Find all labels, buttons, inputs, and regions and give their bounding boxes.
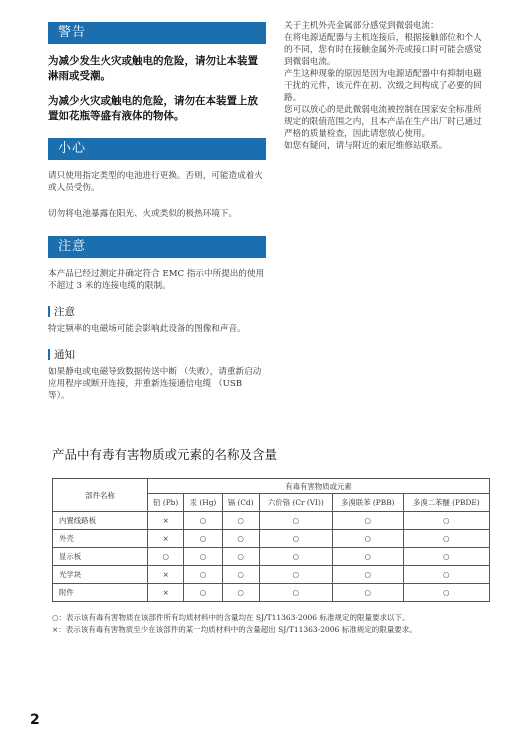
table-cell: ○ (259, 566, 332, 584)
column-header: 铅 (Pb) (148, 494, 184, 512)
column-header: 多溴联苯 (PBB) (333, 494, 403, 512)
column-header: 镉 (Cd) (222, 494, 259, 512)
part-name-cell: 附件 (53, 584, 148, 602)
table-cell: ○ (222, 512, 259, 530)
table-cell: × (148, 530, 184, 548)
table-cell: ○ (184, 512, 222, 530)
subsection-heading-label: 通知 (54, 349, 75, 361)
table-cell: ○ (222, 566, 259, 584)
table-cell: ○ (184, 548, 222, 566)
right-paragraph: 如您有疑问，请与附近的索尼维修站联系。 (284, 141, 448, 151)
table-title: 产品中有毒有害物质或元素的名称及含量 (52, 447, 278, 462)
table-row (53, 566, 490, 584)
right-paragraph: 产生这种现象的原因是因为电源适配器中有抑制电磁干扰的元件，该元件在初、次级之间构成了必要的回路。 (284, 69, 482, 103)
right-column (284, 20, 490, 152)
warning-heading: 警告 (48, 22, 266, 44)
table-cell: ○ (148, 548, 184, 566)
column-header: 六价铬 (Cr (VI)) (259, 494, 332, 512)
table-cell: ○ (333, 584, 403, 602)
right-paragraph: 关于主机外壳金属部分感觉到微弱电流： (284, 21, 439, 31)
table-cell: ○ (403, 566, 489, 584)
subsection-heading (48, 304, 266, 319)
table-cell: × (148, 512, 184, 530)
table-cell: ○ (184, 584, 222, 602)
table-row (53, 584, 490, 602)
table-cell: ○ (222, 584, 259, 602)
table-cell: ○ (403, 584, 489, 602)
table-cell: ○ (184, 566, 222, 584)
notice-heading: 注意 (48, 236, 266, 258)
substances-group-header: 有毒有害物质或元素 (148, 479, 490, 494)
subsection-heading-label: 注意 (54, 306, 75, 318)
table-row (53, 530, 490, 548)
heading-marker (48, 306, 50, 317)
column-header: 多溴二苯醚 (PBDE) (403, 494, 489, 512)
table-cell: ○ (333, 548, 403, 566)
table-cell: ○ (333, 566, 403, 584)
caution-paragraph: 切勿将电池暴露在阳光、火或类似的极热环境下。 (48, 209, 238, 219)
table-row (53, 512, 490, 530)
page-number: 2 (30, 712, 40, 728)
table-cell: × (148, 566, 184, 584)
table-cell: ○ (222, 530, 259, 548)
table-notes (52, 612, 502, 636)
table-cell: ○ (259, 530, 332, 548)
table-cell: ○ (403, 548, 489, 566)
part-name-header: 部件名称 (53, 479, 148, 512)
part-name-cell: 光学块 (53, 566, 148, 584)
part-name-cell: 外壳 (53, 530, 148, 548)
hazardous-substances-table (52, 478, 490, 602)
table-cell: ○ (403, 512, 489, 530)
table-cell: ○ (184, 530, 222, 548)
table-cell: ○ (333, 530, 403, 548)
table-note: ×：表示该有毒有害物质至少在该部件的某一均质材料中的含量超出 SJ/T11363-2006 标准规定的限量要求。 (52, 625, 417, 634)
table-cell: ○ (222, 548, 259, 566)
subsection-paragraph: 如果静电或电磁导致数据传送中断 （失败），请重新启动应用程序或断开连接，并重新连接通信电缆 （USB 等）。 (48, 367, 262, 401)
part-name-cell: 内置线路板 (53, 512, 148, 530)
subsection-paragraph: 特定频率的电磁场可能会影响此设备的图像和声音。 (48, 324, 246, 334)
table-note: ○：表示该有毒有害物质在该部件所有均质材料中的含量均在 SJ/T11363-2006 标准规定的限量要求以下。 (52, 613, 410, 622)
warning-paragraph: 为减少火灾或触电的危险，请勿在本装置上放置如花瓶等盛有液体的物体。 (48, 95, 258, 122)
table-row (53, 548, 490, 566)
warning-paragraph: 为减少发生火灾或触电的危险，请勿让本装置淋雨或受潮。 (48, 55, 258, 82)
heading-marker (48, 349, 50, 360)
subsection-heading (48, 347, 266, 362)
table-cell: ○ (259, 584, 332, 602)
notice-paragraph: 本产品已经过测定并确定符合 EMC 指示中所提出的使用不超过 3 米的连接电缆的限制。 (48, 269, 265, 291)
right-paragraph: 您可以放心的是此微弱电流被控制在国家安全标准所规定的限值范围之内，且本产品在生产出厂时已通过严格的质量检查，因此请您放心使用。 (284, 105, 482, 139)
table-cell: ○ (403, 530, 489, 548)
caution-heading: 小心 (48, 138, 266, 160)
column-header: 汞 (Hg) (184, 494, 222, 512)
table-cell: ○ (333, 512, 403, 530)
table-cell: × (148, 584, 184, 602)
part-name-cell: 显示板 (53, 548, 148, 566)
table-cell: ○ (259, 548, 332, 566)
left-column (48, 22, 266, 414)
table-cell: ○ (259, 512, 332, 530)
right-paragraph: 在将电源适配器与主机连接后，根据接触部位和个人的不同，您有时在接触金属外壳或接口时可能会感觉到微弱电流。 (284, 33, 482, 67)
caution-paragraph: 请只使用指定类型的电池进行更换。否则，可能造成着火或人员受伤。 (48, 171, 263, 193)
